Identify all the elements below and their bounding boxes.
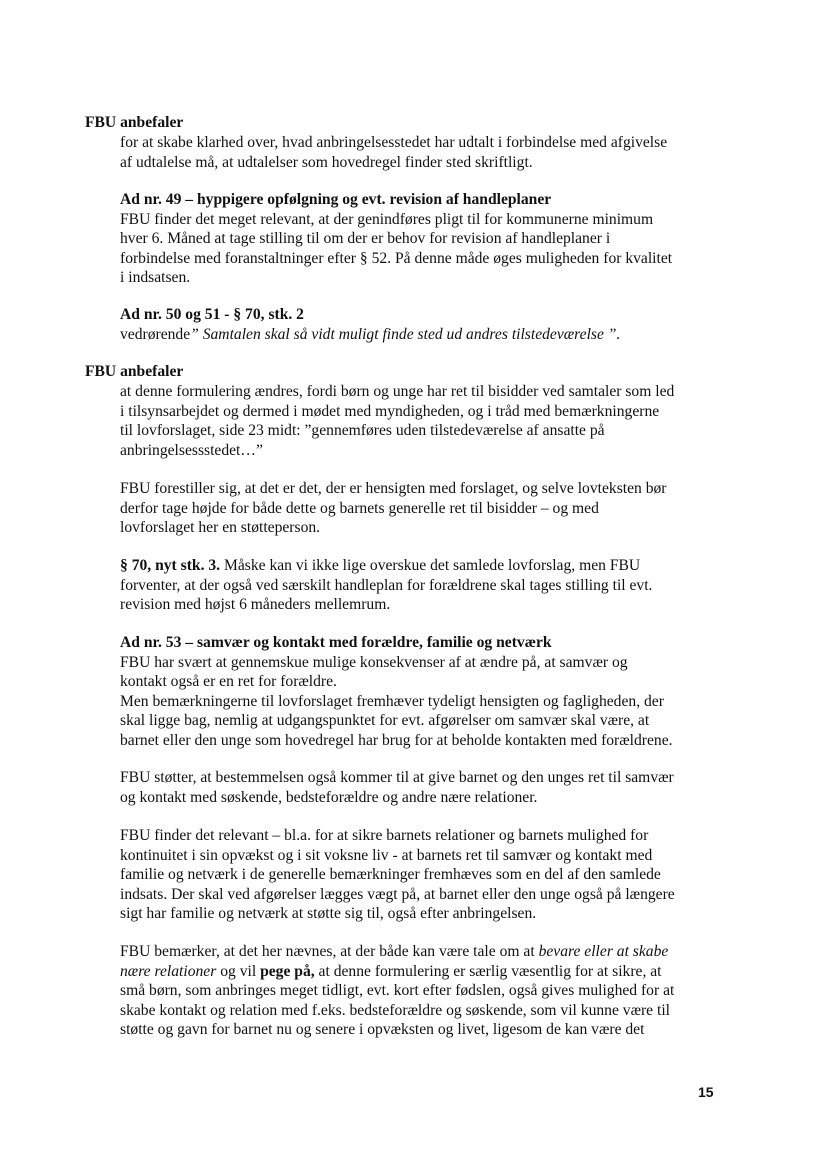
- text-line: FBU støtter, at bestemmelsen også kommer til at give barnet og den unges ret til samvær: [120, 769, 674, 786]
- section-ad-nr-53: [120, 633, 720, 751]
- text-line: skabe kontakt og relation med f.eks. bedsteforældre og søskende, som vil kunne være til: [120, 1001, 670, 1019]
- text-line: Men bemærkningerne til lovforslaget fremhæver tydeligt hensigten og fagligheden, der: [120, 692, 664, 710]
- text-line: sigt har familie og netværk at støtte sig til, også efter anbringelsen.: [120, 905, 537, 923]
- section-ad-nr-50-51: [120, 305, 720, 344]
- paragraph-formulering: [120, 382, 720, 460]
- page-number: 15: [698, 1084, 714, 1100]
- text-line: familie og netværk i de generelle bemærkninger fremhæves som en del af den samlede: [120, 866, 661, 884]
- paragraph-paragraf-70-stk-3: [120, 556, 720, 615]
- text-line: for at skabe klarhed over, hvad anbringelsesstedet har udtalt i forbindelse med afgivelse: [120, 134, 668, 151]
- section-title-ad-nr-49: Ad nr. 49 – hyppigere opfølgning og evt. revision af handleplaner: [120, 191, 552, 208]
- text-line: forventer, at der også ved særskilt handleplan for forældrene skal tages stilling til evt.: [120, 576, 653, 594]
- text-line: [120, 556, 720, 576]
- text-line: hver 6. Måned at tage stilling til om der er behov for revision af handleplaner i: [120, 230, 611, 248]
- section-title-ad-nr-50-51: Ad nr. 50 og 51 - § 70, stk. 2: [120, 306, 304, 323]
- text-line: lovforslaget her en støtteperson.: [120, 519, 321, 537]
- text-line: kontinuitet i sin opvækst og i sit voksne liv - at barnets ret til samvær og kontakt med: [120, 846, 653, 864]
- text-line: i indsatsen.: [120, 269, 191, 287]
- paragraph-fbu-bemaerker: [120, 942, 720, 1040]
- text-line: indsats. Der skal ved afgørelser lægges vægt på, at barnet eller den unge også på længere: [120, 885, 675, 903]
- quote-text: ” Samtalen skal så vidt muligt finde sted ud andres tilstedeværelse ”.: [190, 325, 621, 343]
- text-line: anbringelsessstedet…”: [120, 441, 263, 459]
- text-line: støtte og gavn for barnet nu og senere i opvæksten og livet, ligesom de kan være det: [120, 1021, 645, 1039]
- lead-text: vedrørende: [120, 325, 191, 343]
- inline-bold: § 70, nyt stk. 3.: [120, 557, 221, 574]
- text-line: derfor tage højde for både dette og barnets generelle ret til bisidder – og med: [120, 499, 599, 517]
- inline-text: at denne formulering er særlig væsentlig for at sikre, at: [314, 962, 662, 980]
- inline-text: Måske kan vi ikke lige overskue det samlede lovforslag, men FBU: [220, 557, 641, 574]
- inline-bold: pege på,: [260, 962, 315, 980]
- text-line: FBU har svært at gennemskue mulige konsekvenser af at ændre på, at samvær og: [120, 653, 628, 671]
- paragraph-anbefaling-skriftligt: [120, 133, 720, 172]
- inline-italic: bevare eller at skabe: [538, 943, 669, 960]
- text-line: små børn, som anbringes meget tidligt, evt. kort efter fødslen, også gives mulighed for at: [120, 982, 675, 1000]
- paragraph-fbu-finder-relevant: [120, 826, 720, 924]
- text-line: af udtalelse må, at udtalelser som hovedregel finder sted skriftligt.: [120, 153, 533, 171]
- text-line: kontakt også er en ret for forældre.: [120, 673, 337, 691]
- text-line: skal ligge bag, nemlig at udgangspunktet for evt. afgørelser om samvær skal være, at: [120, 712, 650, 730]
- inline-text: og vil: [216, 962, 261, 980]
- text-line: revision med højst 6 måneders mellemrum.: [120, 596, 391, 614]
- text-line: [120, 942, 720, 962]
- heading-fbu-anbefaler-2: FBU anbefaler: [85, 363, 184, 380]
- inline-text: FBU bemærker, at det her nævnes, at der både kan være tale om at: [120, 943, 539, 960]
- paragraph-hensigten: [120, 479, 720, 538]
- text-line: til lovforslaget, side 23 midt: ”gennemføres uden tilstedeværelse af ansatte på: [120, 422, 605, 440]
- inline-italic: nære relationer: [120, 962, 217, 980]
- text-line: FBU finder det meget relevant, at der genindføres pligt til for kommunerne minimum: [120, 210, 654, 228]
- text-line: i tilsynsarbejdet og dermed i mødet med myndigheden, og i tråd med bemærkningerne: [120, 402, 660, 420]
- section-ad-nr-49: [120, 190, 720, 288]
- text-line: og kontakt med søskende, bedsteforældre og andre nære relationer.: [120, 788, 538, 806]
- text-line: barnet eller den unge som hovedregel har brug for at beholde kontakten med forældrene.: [120, 731, 673, 749]
- text-line: at denne formulering ændres, fordi børn og unge har ret til bisidder ved samtaler som led: [120, 383, 675, 400]
- text-line: [120, 325, 720, 345]
- text-line: FBU finder det relevant – bl.a. for at sikre barnets relationer og barnets mulighed for: [120, 827, 649, 844]
- paragraph-fbu-stotter: [120, 768, 720, 807]
- section-title-ad-nr-53: Ad nr. 53 – samvær og kontakt med forældre, familie og netværk: [120, 634, 552, 651]
- text-line: [120, 962, 720, 982]
- heading-fbu-anbefaler-1: FBU anbefaler: [85, 114, 184, 131]
- text-line: FBU forestiller sig, at det er det, der er hensigten med forslaget, og selve lovteksten bør: [120, 480, 667, 497]
- text-line: forbindelse med foranstaltninger efter § 52. På denne måde øges muligheden for kvalitet: [120, 249, 673, 267]
